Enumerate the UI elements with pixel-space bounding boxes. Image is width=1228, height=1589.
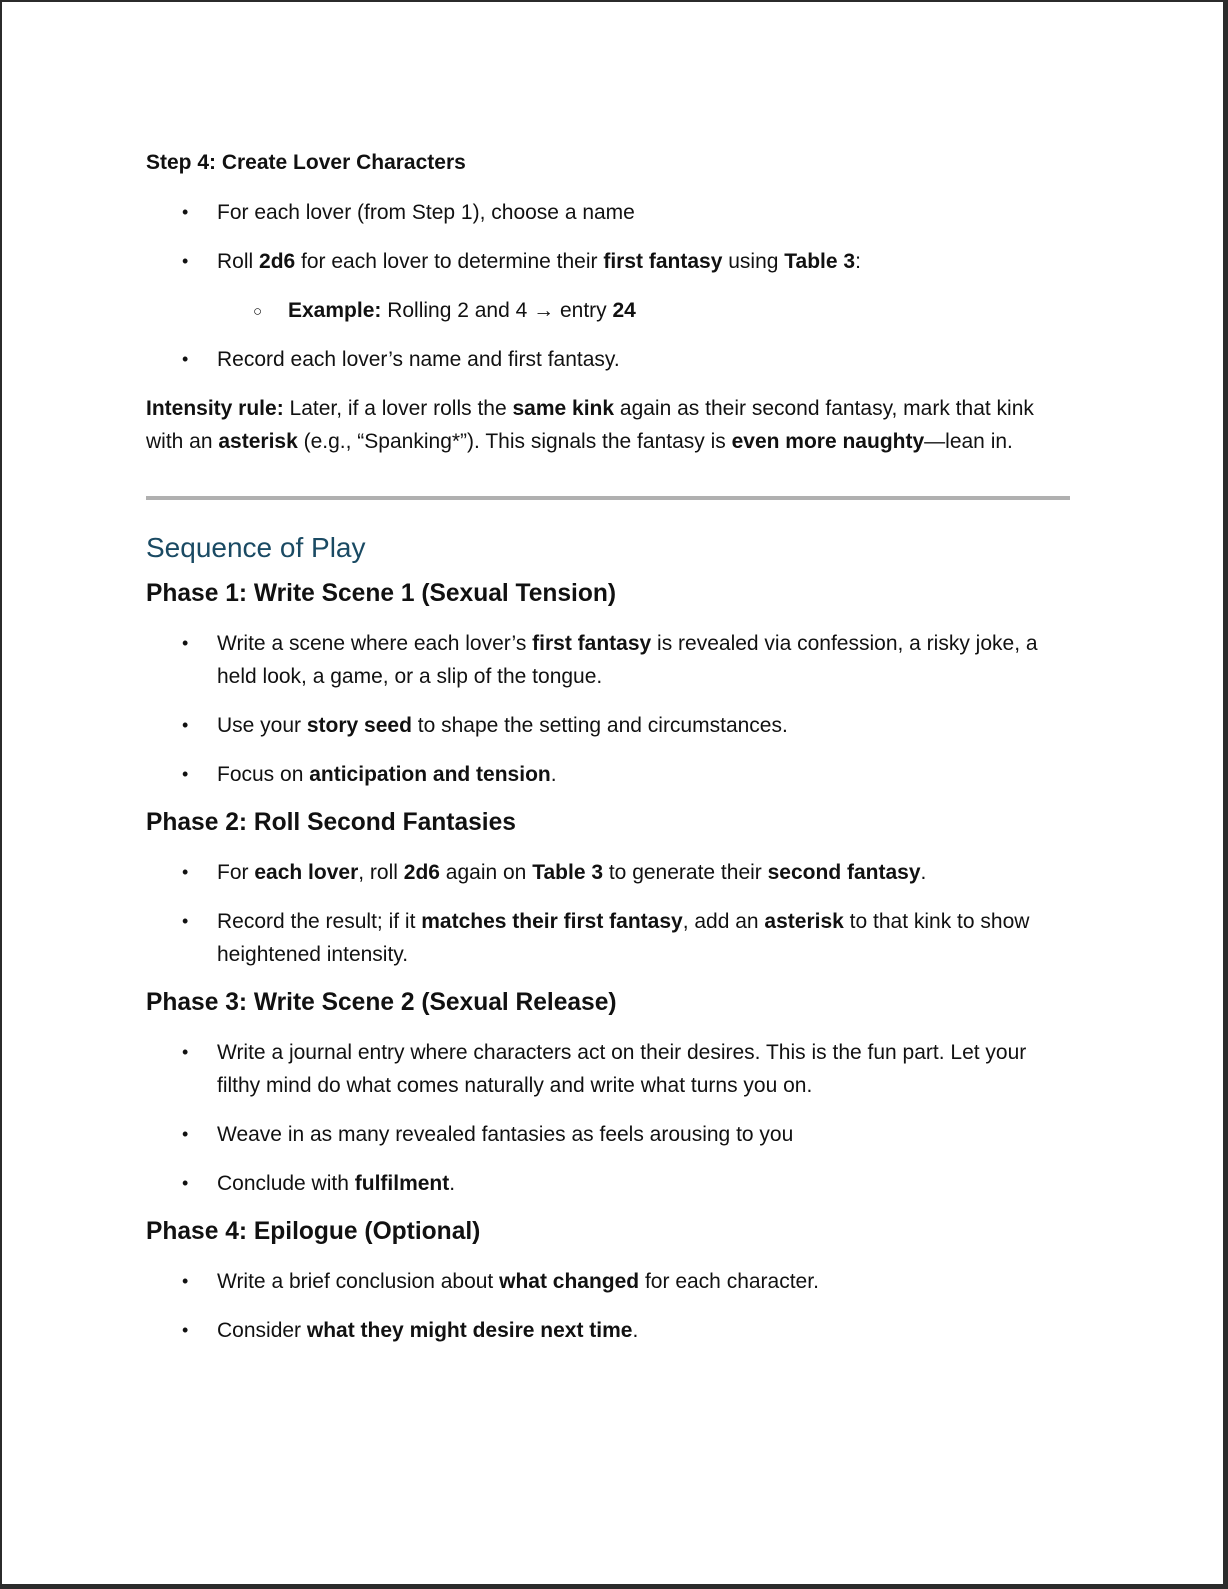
bullet-dot-icon: • [182, 1124, 189, 1144]
list-item: • Conclude with fulfilment. [146, 1167, 1071, 1200]
list-item: • Consider what they might desire next time. [146, 1314, 1071, 1347]
bullet-dot-icon: • [182, 1320, 189, 1340]
bullet-dot-icon: • [182, 202, 189, 222]
phase1-heading: Phase 1: Write Scene 1 (Sexual Tension) [146, 580, 617, 607]
list-item: • Record the result; if it matches their first fantasy, add an asterisk to that kink to show heightened intensity. [146, 905, 1071, 971]
step4-list [146, 196, 1071, 376]
step4-heading: Step 4: Create Lover Characters [146, 151, 466, 174]
list-item: • Write a journal entry where characters act on their desires. This is the fun part. Let your filthy mind do what comes naturally and write what turns you on. [146, 1036, 1071, 1102]
bullet-dot-icon: • [182, 1042, 189, 1062]
list-item: • Write a scene where each lover’s first fantasy is revealed via confession, a risky joke, a held look, a game, or a slip of the tongue. [146, 627, 1071, 693]
phase4-heading: Phase 4: Epilogue (Optional) [146, 1218, 481, 1245]
bullet-dot-icon: • [182, 633, 189, 653]
document-page [2, 2, 1223, 1584]
bullet-dot-icon: • [182, 715, 189, 735]
bullet-dot-icon: • [182, 1173, 189, 1193]
horizontal-divider [146, 496, 1070, 500]
phase3-heading: Phase 3: Write Scene 2 (Sexual Release) [146, 989, 617, 1016]
intensity-rule: Intensity rule: Later, if a lover rolls the same kink again as their second fantasy, mark that kink with an asterisk (e.g., “Spanking*”). This signals the fantasy is even more naughty—lean in. [146, 397, 1034, 453]
bullet-dot-icon: • [182, 764, 189, 784]
list-item: • For each lover (from Step 1), choose a name [146, 196, 1071, 229]
phase2-list [146, 856, 1071, 971]
document-content [146, 147, 1071, 1363]
list-item: • Write a brief conclusion about what changed for each character. [146, 1265, 1071, 1298]
bullet-dot-icon: • [182, 1271, 189, 1291]
phase4-list [146, 1265, 1071, 1347]
bullet-dot-icon: • [182, 911, 189, 931]
phase1-list [146, 627, 1071, 791]
sequence-heading: Sequence of Play [146, 532, 366, 563]
phase3-list [146, 1036, 1071, 1200]
list-item: • Weave in as many revealed fantasies as feels arousing to you [146, 1118, 1071, 1151]
list-item: • Focus on anticipation and tension. [146, 758, 1071, 791]
list-item: • For each lover, roll 2d6 again on Table 3 to generate their second fantasy. [146, 856, 1071, 889]
phase2-heading: Phase 2: Roll Second Fantasies [146, 809, 516, 836]
bullet-dot-icon: • [182, 251, 189, 271]
list-item: • Roll 2d6 for each lover to determine their first fantasy using Table 3: ○ Example: Rolling 2 and 4 → entry 24 [146, 245, 1071, 327]
hollow-circle-icon: ○ [253, 303, 263, 320]
sub-list [217, 294, 1071, 327]
bullet-dot-icon: • [182, 349, 189, 369]
bullet-dot-icon: • [182, 862, 189, 882]
example-item: ○ Example: Rolling 2 and 4 → entry 24 [217, 294, 1071, 327]
list-item: • Use your story seed to shape the setting and circumstances. [146, 709, 1071, 742]
list-item: • Record each lover’s name and first fantasy. [146, 343, 1071, 376]
